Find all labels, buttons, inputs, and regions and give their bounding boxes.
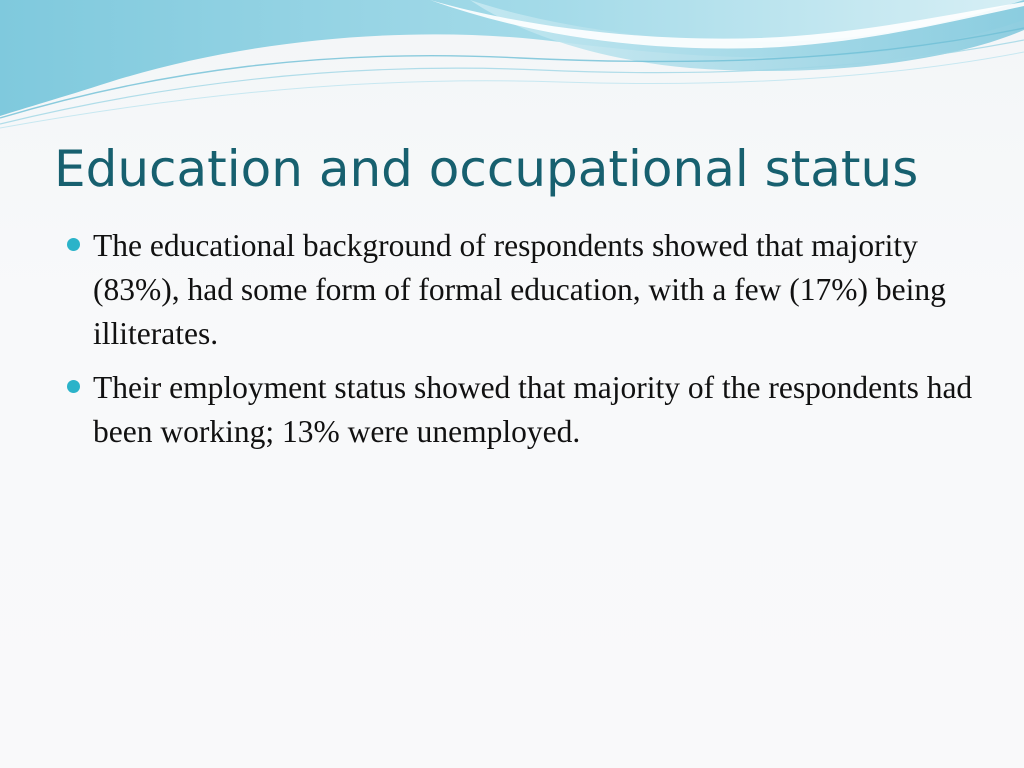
bullet-dot-icon xyxy=(67,380,80,393)
bullet-text: Their employment status showed that majority of the respondents had been working; 13% were unemployed. xyxy=(93,370,973,449)
bullet-item xyxy=(64,224,974,356)
bullet-dot-icon xyxy=(67,238,80,251)
bullet-list xyxy=(64,224,974,464)
decorative-wave-header xyxy=(0,0,1024,130)
slide-title: Education and occupational status xyxy=(54,140,919,198)
bullet-item xyxy=(64,366,974,454)
bullet-text: The educational background of respondents showed that majority (83%), had some form of formal education, with a few (17%) being illiterates. xyxy=(93,228,946,351)
